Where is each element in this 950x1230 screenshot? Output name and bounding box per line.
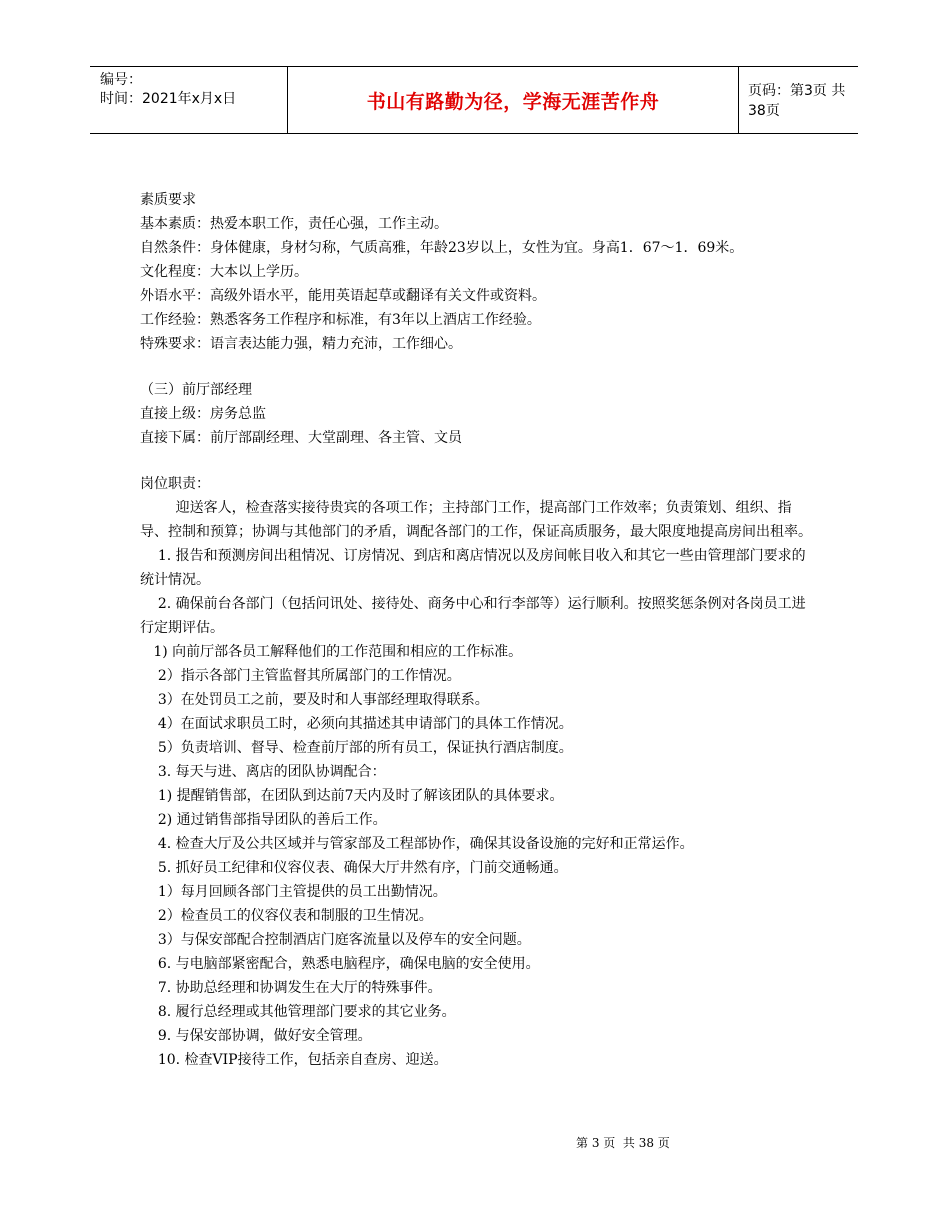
spacer bbox=[140, 356, 812, 378]
list-item: 3. 每天与进、离店的团队协调配合： bbox=[140, 764, 386, 780]
list-item: 4. 检查大厅及公共区域并与管家部及工程部协作，确保其设备设施的完好和正常运作。 bbox=[140, 836, 694, 852]
list-item: 2）检查员工的仪容仪表和制服的卫生情况。 bbox=[140, 908, 433, 924]
list-item: 10. 检查VIP接待工作，包括亲自查房、迎送。 bbox=[140, 1052, 448, 1068]
paragraph: 基本素质：热爱本职工作，责任心强，工作主动。 bbox=[140, 216, 448, 232]
list-item: 1) 提醒销售部，在团队到达前7天内及时了解该团队的具体要求。 bbox=[140, 788, 564, 804]
header-motto: 书山有路勤为径，学海无涯苦作舟 bbox=[287, 67, 739, 133]
page-footer: 第 3 页 共 38 页 bbox=[576, 1136, 670, 1150]
paragraph: 直接上级：房务总监 bbox=[140, 406, 266, 422]
list-item: 2）指示各部门主管监督其所属部门的工作情况。 bbox=[140, 668, 461, 684]
paragraph: 迎送客人，检查落实接待贵宾的各项工作；主持部门工作，提高部门工作效率；负责策划、组织、指导、控制和预算；协调与其他部门的矛盾，调配各部门的工作，保证高质服务，最大限度地提高房间出租率。 bbox=[140, 500, 812, 540]
list-item: 8. 履行总经理或其他管理部门要求的其它业务。 bbox=[140, 1004, 456, 1020]
document-date: 时间：2021年x月x日 bbox=[100, 91, 237, 107]
paragraph: 直接下属：前厅部副经理、大堂副理、各主管、文员 bbox=[140, 430, 462, 446]
list-item: 4）在面试求职员工时，必须向其描述其申请部门的具体工作情况。 bbox=[140, 716, 573, 732]
paragraph: 工作经验：熟悉客务工作程序和标准，有3年以上酒店工作经验。 bbox=[140, 312, 541, 328]
list-item: 2) 通过销售部指导团队的善后工作。 bbox=[140, 812, 387, 828]
paragraph: 文化程度：大本以上学历。 bbox=[140, 264, 308, 280]
list-item: 1. 报告和预测房间出租情况、订房情况、到店和离店情况以及房间帐目收入和其它一些由管理部门要求的统计情况。 bbox=[140, 548, 806, 588]
page-header bbox=[90, 66, 858, 134]
paragraph: 特殊要求：语言表达能力强，精力充沛，工作细心。 bbox=[140, 336, 462, 352]
section-position bbox=[140, 378, 812, 450]
section-duties bbox=[140, 472, 812, 1072]
paragraph: 自然条件：身体健康，身材匀称，气质高雅，年龄23岁以上，女性为宜。身高1．67～1．69米。 bbox=[140, 240, 744, 256]
list-item: 6. 与电脑部紧密配合，熟悉电脑程序，确保电脑的安全使用。 bbox=[140, 956, 540, 972]
list-item: 7. 协助总经理和协调发生在大厅的特殊事件。 bbox=[140, 980, 442, 996]
list-item: 3）在处罚员工之前，要及时和人事部经理取得联系。 bbox=[140, 692, 489, 708]
list-item: 2. 确保前台各部门（包括问讯处、接待处、商务中心和行李部等）运行顺利。按照奖惩条例对各岗员工进行定期评估。 bbox=[140, 596, 806, 636]
header-page-number: 页码：第3页 共38页 bbox=[748, 83, 846, 119]
list-item: 1) 向前厅部各员工解释他们的工作范围和相应的工作标准。 bbox=[140, 644, 523, 660]
document-body bbox=[140, 188, 812, 1072]
list-item: 1）每月回顾各部门主管提供的员工出勤情况。 bbox=[140, 884, 447, 900]
spacer bbox=[140, 450, 812, 472]
section-heading: （三）前厅部经理 bbox=[140, 382, 252, 398]
list-item: 5. 抓好员工纪律和仪容仪表、确保大厅井然有序，门前交通畅通。 bbox=[140, 860, 568, 876]
paragraph: 素质要求 bbox=[140, 192, 196, 208]
list-item: 3）与保安部配合控制酒店门庭客流量以及停车的安全问题。 bbox=[140, 932, 531, 948]
header-meta bbox=[90, 67, 287, 133]
section-requirements bbox=[140, 188, 812, 356]
list-item: 5）负责培训、督导、检查前厅部的所有员工，保证执行酒店制度。 bbox=[140, 740, 573, 756]
section-heading: 岗位职责： bbox=[140, 476, 210, 492]
list-item: 9. 与保安部协调，做好安全管理。 bbox=[140, 1028, 372, 1044]
paragraph: 外语水平：高级外语水平，能用英语起草或翻译有关文件或资料。 bbox=[140, 288, 546, 304]
document-number-label: 编号： bbox=[100, 72, 142, 88]
